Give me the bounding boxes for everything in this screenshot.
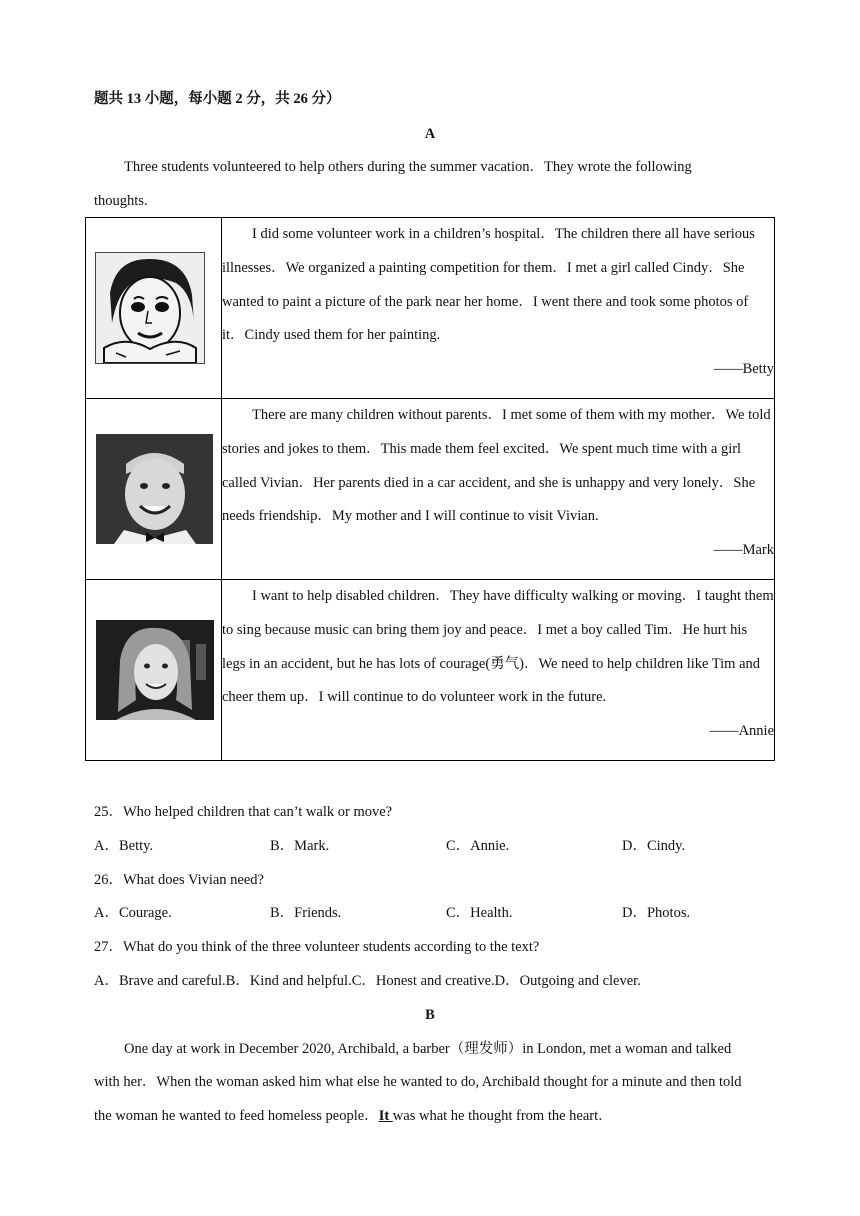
question-26-option-d[interactable]: D．Photos.: [622, 905, 691, 921]
section-b-line1: One day at work in December 2020, Archibald, a barber（理发师）in London, met a woman and talked: [124, 1041, 732, 1057]
section-b-line2: with her．When the woman asked him what else he wanted to do, Archibald thought for a minute and then told: [94, 1074, 742, 1090]
entry-text-annie: I want to help disabled children．They have difficulty walking or moving．I taught them to sing because music can bring them joy and peace．I met a boy called Tim．He hurt his legs in an accident, but he has lots of courage(勇气)．We need to help children like Tim and cheer them up．I will continue to do volunteer work in the future.: [222, 588, 774, 706]
section-a-title: A: [424, 126, 436, 142]
question-25-option-b[interactable]: B．Mark.: [270, 838, 330, 854]
portrait-photo-betty: [95, 252, 205, 364]
section-b-line3-after: was what he thought from the heart．: [392, 1108, 613, 1124]
portrait-photo-mark: [96, 434, 213, 544]
underlined-word-it: It: [378, 1108, 393, 1124]
section-a-intro-line1: Three students volunteered to help others during the summer vacation．They wrote the following: [124, 159, 692, 175]
section-b-line3: [94, 1106, 613, 1126]
text-cell: [222, 580, 775, 761]
signature-annie: ——Annie: [709, 723, 774, 740]
question-26-option-b[interactable]: B．Friends.: [270, 905, 342, 921]
question-26-option-c[interactable]: C．Health.: [446, 905, 513, 921]
entry-text-mark: There are many children without parents．I met some of them with my mother．We told stories and jokes to them．This made them feel excited．We spent much time with a girl called Vivian．Her parents died in a car accident, and she is unhappy and very lonely．She needs friendship．My mother and I will continue to visit Vivian.: [222, 407, 771, 525]
text-cell: [222, 218, 775, 399]
question-25-stem: 25．Who helped children that can’t walk or move?: [94, 804, 393, 820]
signature-betty: ——Betty: [713, 361, 774, 378]
section-instruction: 题共 13 小题，每小题 2 分，共 26 分）: [94, 91, 341, 107]
section-b-line3-before: the woman he wanted to feed homeless people．: [94, 1108, 379, 1124]
entry-text-betty: I did some volunteer work in a children’s hospital．The children there all have serious illnesses．We organized a painting competition for them．I met a girl called Cindy．She wanted to paint a picture of the park near her home．I went there and took some photos of it．Cindy used them for her painting.: [222, 226, 755, 344]
question-25-option-a[interactable]: A．Betty.: [94, 838, 154, 854]
question-27-stem: 27．What do you think of the three volunteer students according to the text?: [94, 939, 540, 955]
question-25-option-c[interactable]: C．Annie.: [446, 838, 510, 854]
signature-mark: ——Mark: [713, 542, 774, 559]
text-cell: [222, 399, 775, 580]
section-b-title: B: [425, 1007, 435, 1023]
question-26-stem: 26．What does Vivian need?: [94, 872, 264, 888]
question-25-option-d[interactable]: D．Cindy.: [622, 838, 686, 854]
portrait-photo-annie: [96, 620, 214, 720]
section-a-intro-line2: thoughts.: [94, 193, 148, 209]
question-27-options[interactable]: A．Brave and careful.B．Kind and helpful.C．Honest and creative.D．Outgoing and clever.: [94, 973, 641, 989]
question-26-option-a[interactable]: A．Courage.: [94, 905, 172, 921]
